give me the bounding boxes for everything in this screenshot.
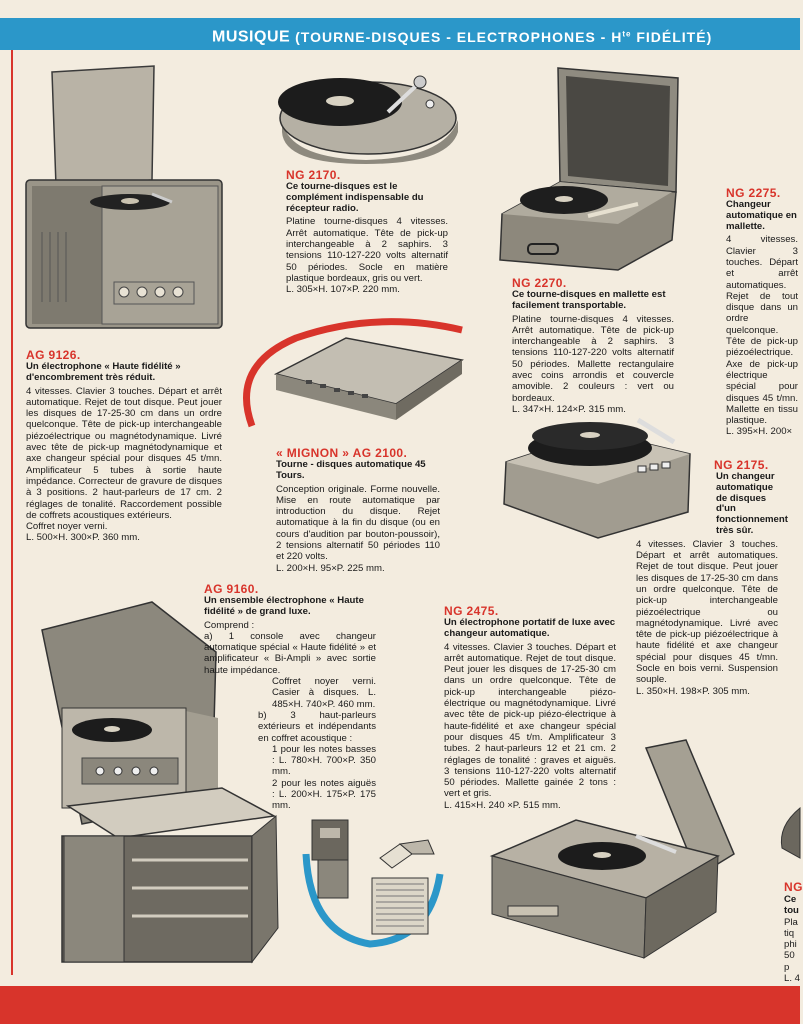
product-code: NG — [784, 880, 803, 894]
product-item-b-bass: 1 pour les notes basses : L. 780×H. 700×P. 350 mm. — [272, 743, 376, 778]
product-headline: Changeur automatique en mallette. — [726, 199, 797, 232]
product-description: 4 vitesses. Clavier 3 touches. Départ et arrêt automatique. Rejet de tout disque. Peut jouer les disques de 17-25-30 cm dans un ordre quelconque. Tête de pick-up interchangeable piézo-électrique ou magnétodynamique. Livré avec tête de pick-up piézo-électrique à haute-fidélité et axe changeur spécial pour disques 45 t/m. Amplificateur 3 tubes. 2 haut-parleurs 12 et 21 cm. 2 réglages de tonalité : graves et aiguës. 3 tensions 110-127-220 volts alternatif 50 périodes. Mallette gainée 2 tons : vert et gris. — [444, 641, 616, 800]
ng2270-image — [498, 64, 684, 278]
product-ag9160 — [204, 582, 376, 812]
product-ng2170 — [286, 168, 448, 295]
product-ng2475 — [444, 604, 616, 811]
product-description: Platine tourne-disques 4 vitesses. Arrêt automatique. Tête de pick-up interchangeable à 2 saphirs. 3 tensions 110-127-220 volts alternatif 50 périodes. Socle en matière plastique bordeaux, gris ou vert. — [286, 216, 448, 284]
product-ng2175 — [636, 458, 788, 697]
product-dimensions: L. 200×H. 95×P. 225 mm. — [276, 562, 385, 574]
cutoff-line: tiq — [784, 927, 795, 939]
cutoff-line: 50 p — [784, 950, 795, 973]
edge-product-image — [772, 806, 800, 866]
ag9160-speakers-image — [300, 814, 450, 948]
ag2100-image — [236, 316, 472, 432]
product-description: 4 vitesses. Clavier 3 touches. Départ et arrêt automatiques. Rejet de tout disque. Peut jouer les disques de 17-25-30 cm dans un ordre quelconque. Tête de pick-up interchangeable piézoélectrique ou magnétodynamique. Livré avec tête de pick-up piézoélectrique à haute fidélité et axe changeur spécial pour disques 45 t/mn. Socle en bois verni. Suspension souple. — [636, 538, 778, 686]
ng2170-image — [268, 62, 464, 166]
product-ng2270 — [512, 276, 674, 415]
product-code: NG 2175. — [714, 458, 769, 472]
left-margin-rule — [11, 50, 13, 975]
product-headline: Ce tourne-disques est le complément indispensable du récepteur radio. — [286, 181, 424, 214]
product-item-b-treble: 2 pour les notes aiguës : L. 200×H. 175×P. 175 mm. — [272, 777, 376, 812]
product-dimensions: L. 305×H. 107×P. 220 mm. — [286, 284, 400, 296]
product-item-a: a) 1 console avec changeur automatique spécial « Haute fidélité » et amplificateur « Bi-Ampli » avec sortie haute impédance. — [204, 630, 376, 676]
product-item-a-finish: Coffret noyer verni. Casier à disques. L. 485×H. 740×P. 460 mm. — [272, 676, 376, 710]
product-ng2275 — [726, 186, 798, 438]
cutoff-line: L. 4 — [784, 973, 801, 985]
product-code: NG 2170. — [286, 168, 341, 182]
product-item-b: b) 3 haut-parleurs extérieurs et indépendants en coffret acoustique : — [258, 709, 376, 744]
cutoff-line: tou — [784, 905, 799, 917]
product-headline: Un électrophone « Haute fidélité » d'encombrement très réduit. — [26, 361, 181, 383]
product-edge-cutoff — [784, 880, 803, 985]
product-headline: Un ensemble électrophone « Haute fidélité » de grand luxe. — [204, 595, 364, 617]
cutoff-line: Pla — [784, 916, 798, 928]
product-dimensions: L. 500×H. 300×P. 360 mm. — [26, 532, 140, 544]
product-code: NG 2270. — [512, 276, 567, 290]
section-title — [212, 22, 712, 46]
cutoff-line: Ce — [784, 894, 797, 905]
section-subtitle: (TOURNE-DISQUES - ELECTROPHONES - $H^{te}$ FIDÉLITÉ) — [295, 28, 713, 45]
product-code: AG 9126. — [26, 348, 81, 362]
product-finish: Coffret noyer verni. — [26, 521, 108, 533]
product-description: Conception originale. Forme nouvelle. Mise en route automatique par introduction du disque. Rejet automatique à la fin du disque (ou en cours d'audition par bouton-poussoir), 2 tensions alternatif 50 périodes 110 et 220 volts. — [276, 483, 440, 563]
cutoff-line: phi — [784, 939, 797, 951]
product-dimensions: L. 415×H. 240 ×P. 515 mm. — [444, 799, 561, 811]
product-description: Platine tourne-disques 4 vitesses. Arrêt automatique. Tête de pick-up interchangeable à 2 saphirs. 3 tensions 110-127-220 volts alternatif 50 périodes. Mallette rectangulaire avec coins arrondis et couvercle amovible. 2 couleurs : vert ou bordeaux. — [512, 313, 674, 404]
section-title-main: MUSIQUE — [212, 28, 291, 46]
product-description: 4 vitesses. Clavier 3 touches. Départ et arrêt automatique. Rejet de tout disque. Peut jouer les disques de 17-25-30 cm dans un ordre quelconque. Tête de pick-up interchangeable piézoélectrique ou magnétodynamique. Livré avec tête de pick-up magnétodynamique et axe changeur spécial pour disques 45 t/mn. Amplificateur 5 tubes à sortie haute impédance. Correcteur de gravure de disques à 3 positions. 2 haut-parleurs de 17 cm. 2 réglages de tonalité. Raccordement possible de coffrets acoustiques extérieurs. — [26, 385, 222, 521]
product-code: « MIGNON » AG 2100. — [276, 446, 408, 460]
product-description: 4 vitesses. Clavier 3 touches. Départ et arrêt automatiques. Rejet de tout disque dans un ordre quelconque. Tête de pick-up piézoélectrique. Axe de pick-up électrique spécial pour disques 45 t/mn. Mallette en tissu plastique. — [726, 234, 798, 427]
product-ag2100 — [276, 446, 440, 574]
ag9126-image — [22, 62, 234, 334]
product-code: AG 9160. — [204, 582, 259, 596]
product-dimensions: L. 347×H. 124×P. 315 mm. — [512, 403, 626, 415]
product-headline: Ce tourne-disques en mallette est facilement transportable. — [512, 289, 666, 311]
product-headline: Un changeur automatique de disques d'un fonctionnement très sûr. — [716, 471, 788, 536]
product-headline: Tourne - disques automatique 45 Tours. — [276, 459, 426, 481]
product-code: NG 2275. — [726, 186, 781, 200]
product-dimensions: L. 395×H. 200× — [726, 426, 793, 438]
product-code: NG 2475. — [444, 604, 499, 618]
product-dimensions: L. 350×H. 198×P. 305 mm. — [636, 685, 750, 697]
footer-bar — [0, 986, 800, 1024]
product-ag9126 — [26, 348, 222, 544]
product-intro: Comprend : — [204, 619, 255, 631]
product-headline: Un électrophone portatif de luxe avec changeur automatique. — [444, 617, 616, 639]
subtitle-superscript: te — [622, 29, 632, 38]
